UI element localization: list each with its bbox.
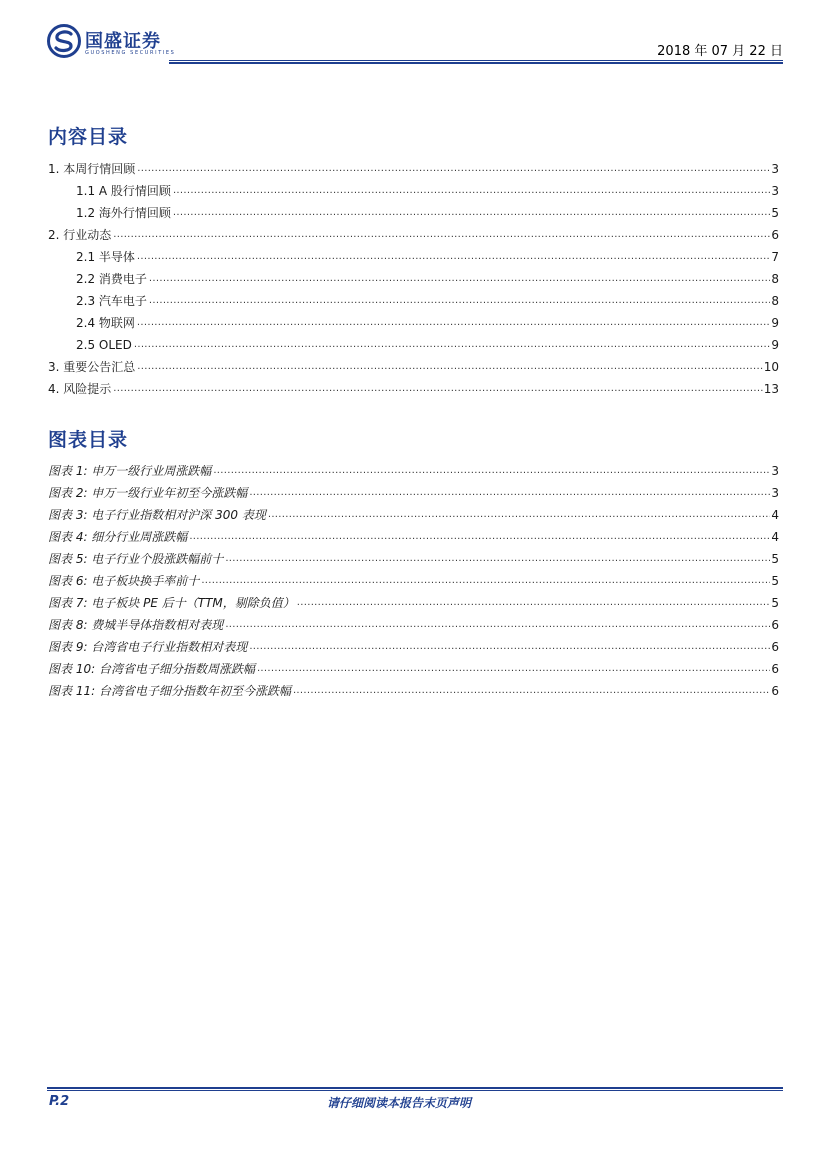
page-header <box>47 24 783 62</box>
header-divider-thick <box>169 62 783 64</box>
footer-divider-thin <box>47 1090 783 1091</box>
figure-entry-page: 3 <box>771 486 779 500</box>
toc-entry-page: 8 <box>771 272 779 286</box>
leader-dots <box>137 162 770 176</box>
figure-entry-label: 图表 10: 台湾省电子细分指数周涨跌幅 <box>48 662 255 676</box>
figure-entry-label: 图表 2: 申万一级行业年初至今涨跌幅 <box>48 486 248 500</box>
toc-entry[interactable] <box>48 204 779 220</box>
toc-entry[interactable] <box>48 292 779 308</box>
figure-entry[interactable] <box>48 484 779 500</box>
leader-dots <box>173 184 770 198</box>
toc-entry-label: 2. 行业动态 <box>48 228 112 242</box>
report-date: 2018 年 07 月 22 日 <box>657 44 783 59</box>
toc-entry-page: 9 <box>771 338 779 352</box>
footer-divider <box>47 1087 783 1089</box>
toc-entry-page: 8 <box>771 294 779 308</box>
toc-entry-label: 4. 风险提示 <box>48 382 112 396</box>
figure-entry-label: 图表 1: 申万一级行业周涨跌幅 <box>48 464 212 478</box>
toc-entry-label: 1.1 A 股行情回顾 <box>76 184 171 198</box>
figure-entry-label: 图表 4: 细分行业周涨跌幅 <box>48 530 188 544</box>
toc-entry[interactable] <box>48 226 779 242</box>
leader-dots <box>201 574 770 588</box>
figure-entry-label: 图表 11: 台湾省电子细分指数年初至今涨跌幅 <box>48 684 291 698</box>
toc-entry-label: 2.5 OLED <box>76 338 132 352</box>
figure-entry[interactable] <box>48 462 779 478</box>
toc-entry-page: 10 <box>763 360 779 374</box>
toc-entry-page: 13 <box>763 382 779 396</box>
toc-entry-page: 9 <box>771 316 779 330</box>
figure-entry-page: 5 <box>771 596 779 610</box>
leader-dots <box>134 338 771 352</box>
figure-entry-page: 3 <box>771 464 779 478</box>
figure-entry-page: 4 <box>771 530 779 544</box>
toc-entry-label: 1. 本周行情回顾 <box>48 162 136 176</box>
toc-entry-label: 2.1 半导体 <box>76 250 135 264</box>
figure-entry[interactable] <box>48 616 779 632</box>
leader-dots <box>225 552 770 566</box>
toc-entry[interactable] <box>48 358 779 374</box>
figure-entry-page: 6 <box>771 684 779 698</box>
page-number: P.2 <box>49 1094 70 1109</box>
leader-dots <box>293 684 770 698</box>
leader-dots <box>149 294 770 308</box>
toc-entry[interactable] <box>48 380 779 396</box>
figure-entry[interactable] <box>48 528 779 544</box>
figure-entry[interactable] <box>48 638 779 654</box>
figure-entry-label: 图表 7: 电子板块 PE 后十（TTM，剔除负值） <box>48 596 295 610</box>
figure-entry[interactable] <box>48 660 779 676</box>
leader-dots <box>113 382 762 396</box>
leader-dots <box>297 596 771 610</box>
toc-entry[interactable] <box>48 270 779 286</box>
figure-entry-page: 6 <box>771 618 779 632</box>
disclaimer-note: 请仔细阅读本报告末页声明 <box>327 1096 472 1110</box>
brand-name: 国盛证券 <box>85 31 161 52</box>
leader-dots <box>149 272 770 286</box>
figure-entry[interactable] <box>48 572 779 588</box>
leader-dots <box>173 206 770 220</box>
brand-subtitle: GUOSHENG SECURITIES <box>85 50 176 56</box>
toc-entry-page: 3 <box>771 184 779 198</box>
leader-dots <box>189 530 770 544</box>
leader-dots <box>137 360 762 374</box>
figure-entry[interactable] <box>48 550 779 566</box>
leader-dots <box>257 662 770 676</box>
figure-entry-label: 图表 5: 电子行业个股涨跌幅前十 <box>48 552 224 566</box>
toc-entry-label: 1.2 海外行情回顾 <box>76 206 171 220</box>
toc-entry-label: 2.3 汽车电子 <box>76 294 147 308</box>
figure-entry-label: 图表 3: 电子行业指数相对沪深 300 表现 <box>48 508 266 522</box>
figure-entry-page: 5 <box>771 552 779 566</box>
toc-title: 内容目录 <box>48 126 129 148</box>
toc-entry[interactable] <box>48 182 779 198</box>
figures-title: 图表目录 <box>48 429 129 451</box>
toc-entry[interactable] <box>48 314 779 330</box>
toc-entry-page: 6 <box>771 228 779 242</box>
leader-dots <box>225 618 770 632</box>
toc-entry[interactable] <box>48 248 779 264</box>
toc-entry[interactable] <box>48 336 779 352</box>
leader-dots <box>249 640 770 654</box>
figure-entry[interactable] <box>48 506 779 522</box>
figure-entry-page: 6 <box>771 640 779 654</box>
toc-entry[interactable] <box>48 160 779 176</box>
toc-entry-label: 3. 重要公告汇总 <box>48 360 136 374</box>
figure-entry[interactable] <box>48 682 779 698</box>
figure-entry-label: 图表 9: 台湾省电子行业指数相对表现 <box>48 640 248 654</box>
figure-entry-page: 6 <box>771 662 779 676</box>
figure-entry-label: 图表 8: 费城半导体指数相对表现 <box>48 618 224 632</box>
figure-entry-page: 5 <box>771 574 779 588</box>
toc-entry-label: 2.4 物联网 <box>76 316 135 330</box>
header-divider <box>169 60 783 61</box>
leader-dots <box>268 508 771 522</box>
leader-dots <box>113 228 770 242</box>
figure-entry[interactable] <box>48 594 779 610</box>
figure-entry-page: 4 <box>771 508 779 522</box>
leader-dots <box>249 486 770 500</box>
toc-entry-page: 5 <box>771 206 779 220</box>
leader-dots <box>213 464 770 478</box>
leader-dots <box>137 250 770 264</box>
brand-logo-icon <box>47 24 81 58</box>
leader-dots <box>137 316 770 330</box>
toc-entry-page: 3 <box>771 162 779 176</box>
figure-entry-label: 图表 6: 电子板块换手率前十 <box>48 574 200 588</box>
toc-entry-page: 7 <box>771 250 779 264</box>
toc-entry-label: 2.2 消费电子 <box>76 272 147 286</box>
